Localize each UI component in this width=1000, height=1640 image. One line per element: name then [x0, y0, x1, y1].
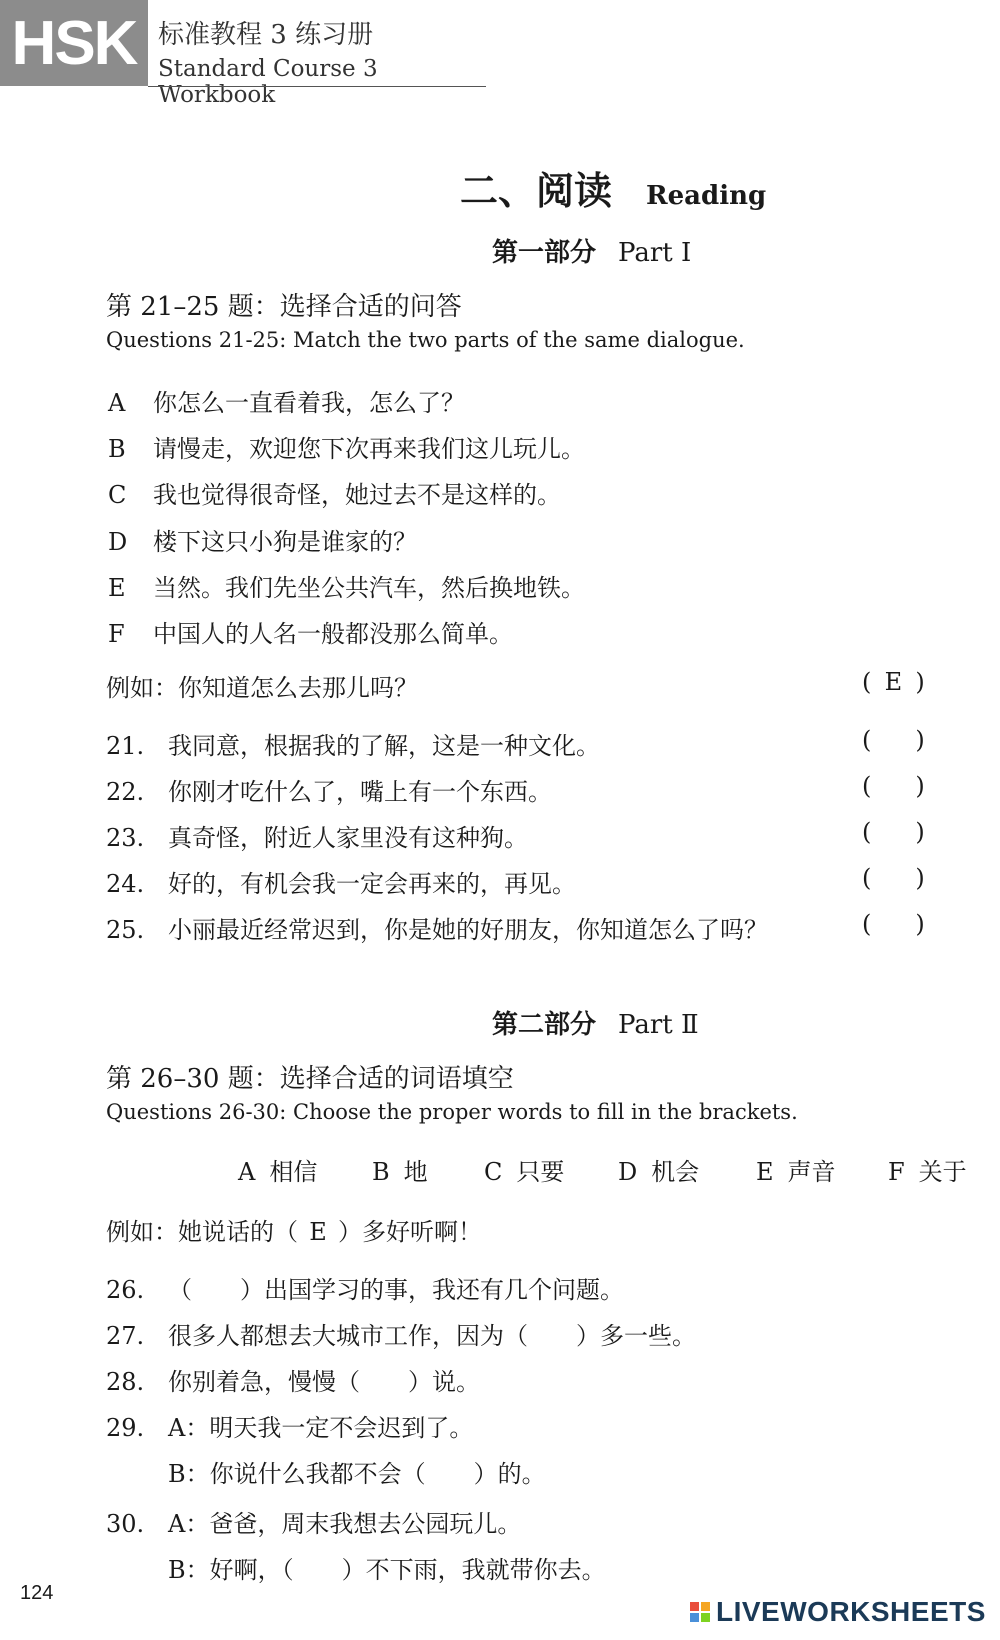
header-title-en: Standard Course 3 Workbook	[158, 56, 378, 108]
question-30-line2[interactable]: B：好啊，（ ）不下雨，我就带你去。	[168, 1556, 606, 1584]
part2-instruction-cn: 第 26–30 题：选择合适的词语填空	[106, 1064, 514, 1094]
word-choice-a: A 相信	[238, 1158, 318, 1186]
liveworksheets-logo[interactable]	[690, 1595, 986, 1629]
question-27: 27. 很多人都想去大城市工作，因为（ ）多一些。	[106, 1322, 696, 1350]
question-21: 21. 我同意，根据我的了解，这是一种文化。	[106, 732, 600, 760]
answer-box-25[interactable]: ( )	[862, 910, 925, 938]
question-22: 22. 你刚才吃什么了，嘴上有一个东西。	[106, 778, 552, 806]
question-28: 28. 你别着急，慢慢（ ）说。	[106, 1368, 480, 1396]
answer-box-23[interactable]: ( )	[862, 818, 925, 846]
word-choice-e: E 声音	[756, 1158, 836, 1186]
question-29: 29. A：明天我一定不会迟到了。	[106, 1414, 474, 1442]
header-underline	[148, 86, 486, 87]
part2-instruction-en: Questions 26-30: Choose the proper words to fill in the brackets.	[106, 1100, 798, 1124]
part1-instruction-en: Questions 21-25: Match the two parts of the same dialogue.	[106, 328, 745, 352]
question-25: 25. 小丽最近经常迟到，你是她的好朋友，你知道怎么了吗？	[106, 916, 768, 944]
word-choice-d: D 机会	[618, 1158, 700, 1186]
part2-title	[492, 1004, 699, 1041]
liveworksheets-brand: LIVEWORKSHEETS	[716, 1596, 986, 1627]
answer-box-24[interactable]: ( )	[862, 864, 925, 892]
part2-title-en: Part Ⅱ	[618, 1010, 699, 1040]
section-title	[460, 160, 766, 215]
header-title-cn: 标准教程 3 练习册	[158, 20, 374, 50]
part1-example: 例如：你知道怎么去那儿吗？	[106, 674, 418, 702]
word-choice-c: C 只要	[484, 1158, 565, 1186]
answer-box-21[interactable]: ( )	[862, 726, 925, 754]
option-a: A 你怎么一直看着我，怎么了？	[108, 389, 465, 417]
part2-example: 例如：她说话的（ E ）多好听啊！	[106, 1218, 482, 1246]
section-title-cn: 二、阅读	[460, 168, 613, 213]
question-24: 24. 好的，有机会我一定会再来的，再见。	[106, 870, 576, 898]
part2-title-cn: 第二部分	[492, 1010, 597, 1040]
part1-example-answer: ( E )	[862, 668, 925, 696]
question-29-line2[interactable]: B：你说什么我都不会（ ）的。	[168, 1460, 546, 1488]
answer-box-22[interactable]: ( )	[862, 772, 925, 800]
option-d: D 楼下这只小狗是谁家的？	[108, 528, 417, 556]
question-30: 30. A：爸爸，周末我想去公园玩儿。	[106, 1510, 522, 1538]
part1-instruction-cn: 第 21–25 题：选择合适的问答	[106, 292, 462, 322]
book-header	[0, 0, 490, 108]
liveworksheets-icon	[690, 1602, 710, 1622]
question-23: 23. 真奇怪，附近人家里没有这种狗。	[106, 824, 528, 852]
word-choice-f: F 关于	[888, 1158, 967, 1186]
option-e: E 当然。我们先坐公共汽车，然后换地铁。	[108, 574, 585, 602]
word-choice-b: B 地	[372, 1158, 428, 1186]
part1-title-en: Part Ⅰ	[618, 238, 692, 268]
option-f: F 中国人的人名一般都没那么简单。	[108, 620, 513, 648]
hsk-logo: HSK	[0, 0, 148, 86]
option-c: C 我也觉得很奇怪，她过去不是这样的。	[108, 481, 561, 509]
question-26: 26. （ ）出国学习的事，我还有几个问题。	[106, 1276, 624, 1304]
page-number: 124	[20, 1582, 54, 1604]
option-b: B 请慢走，欢迎您下次再来我们这儿玩儿。	[108, 435, 585, 463]
section-title-en: Reading	[646, 181, 767, 211]
part1-title-cn: 第一部分	[492, 238, 597, 268]
part1-title	[492, 232, 691, 269]
part2-example-answer: E	[309, 1218, 327, 1246]
